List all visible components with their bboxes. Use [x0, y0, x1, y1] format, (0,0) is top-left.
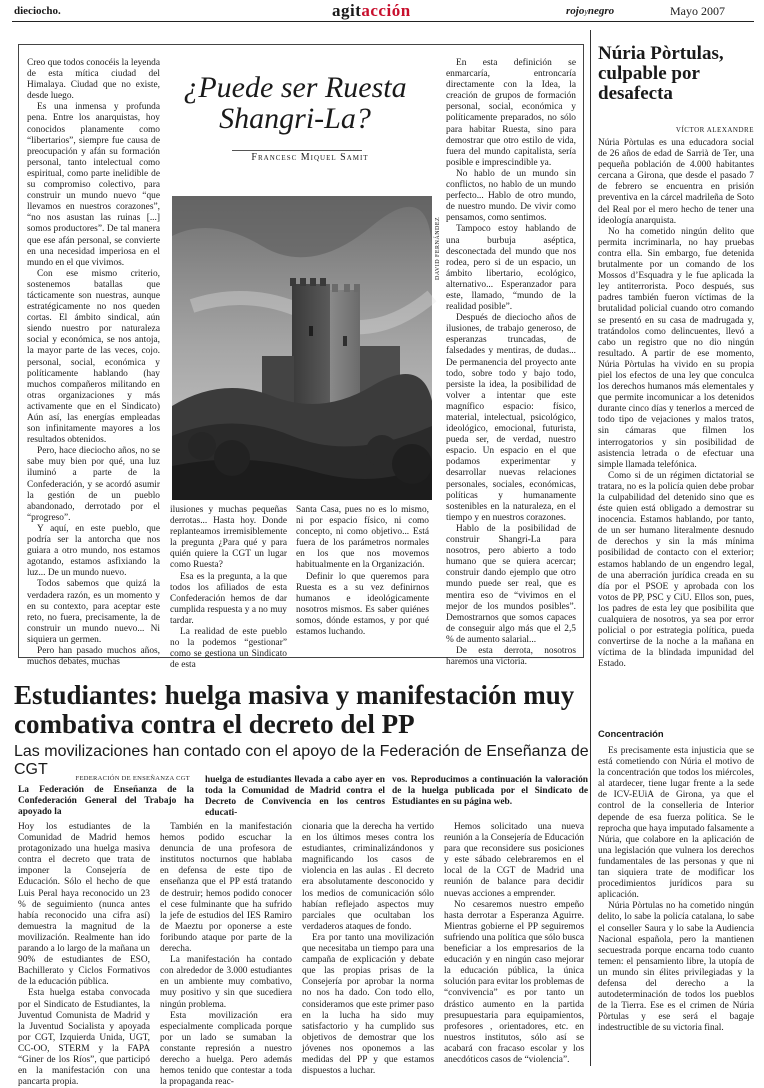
article1-col2: ilusiones y muchas pequeñas derrotas... Hasta hoy. Donde replanteamos irremisiblemente la pregunta ¿Para qué y para quién quiere la CGT un lugar como Ruesta? Esa es la pregunta, a la que todos los afiliados de esta Confederación hemos de dar cumplida respuesta y a no muy tardar. La realidad de este pueblo no la podemos “gestionar” como se gestiona un Sindicato de esta — [170, 505, 287, 671]
castle-photo — [172, 196, 432, 500]
article2-col2: También en la manifestación hemos podido escuchar la denuncia de una profesora de institutos nocturnos que hablaba en defensa de este tipo de enseñanza que el PP está tratando de destruir; hemos podido conocer el cese fulminante que ha sufrido la jefe de estudios del IES Ramiro de Maeztu por oponerse a este foribundo ataque por parte de la derecha. La manifestación ha contado con alrededor de 3.000 estudiantes en un ambiente muy combativo, muy positivo y sin que sucediera ningún problema. Esta movilización era especialmente complicada porque por un lado se sumaban la constante represión a nuestro derecho a huelga. Pero además hemos tenido que contestar a toda la propaganda reac- — [160, 822, 292, 1088]
article2-title: Estudiantes: huelga masiva y manifestación muy combativa contra el decreto del PP — [14, 680, 575, 739]
article2-col4: Hemos solicitado una nueva reunión a la Consejería de Educación para que reconsidere sus posiciones y este sábado celebraremos en el local de la CGT de Madrid una reunión de balance para decidir nuevas acciones a emprender. No cesaremos nuestro empeño hasta derrotar a Esperanza Aguirre. Mientras gobierne el PP seguiremos sufriendo una política que sólo busca beneficiar a los empresarios de la educación y en ningún caso mejorar la educación pública, la única solución para evitar los problemas de “convivencia” es por tanto un drástico aumento en la partida presupuestaria para equipamientos, profesores , orientadores, etc. en nuestros institutos, sólo así se acabará con fracaso escolar y los anecdóticos casos de “violencia”. — [444, 822, 584, 1065]
issue-date: Mayo 2007 — [670, 4, 725, 18]
article2-source: FEDERACIÓN DE ENSEÑANZA CGT — [75, 775, 190, 782]
photo-credit: DAVID FERNÁNDEZ — [435, 216, 441, 280]
sidebar-author: VÍCTOR ALEXANDRE — [675, 126, 754, 134]
sidebar-divider — [590, 30, 591, 1066]
article1-author: Francesc Miquel Samit — [251, 152, 369, 163]
article2-subtitle: Las movilizaciones han contado con el apoyo de la Federación de Enseñanza de CGT — [14, 743, 589, 778]
article2-lead-1: La Federación de Enseñanza de la Confederación General del Trabajo ha apoyado la — [18, 785, 194, 817]
article2-col1: Hoy los estudiantes de la Comunidad de Madrid hemos protagonizado una huelga masiva contra el decreto que trata de imponer la Consejería de Educación. Sólo el hecho de que Luis Peral haya reconocido un 23 % de seguimiento (nunca antes había reconocido una cifra así) demuestra la magnitud de la movilización. Realmente han ido parando a lo largo de la mañana un 90% de estudiantes de ESO, Bachillerato y Ciclos Formativos de la educación pública. Esta huelga estaba convocada por el Sindicato de Estudiantes, la Juventud Comunista de Madrid y la Juventud Socialista y apoyada por CGT, Izquierda Unida, UGT, CC-OO, STERM y la FAPA “Giner de los Ríos”, que participó en la manifestación con una pancarta propia. — [18, 822, 150, 1088]
article2-col3: cionaria que la derecha ha vertido en los últimos meses contra los estudiantes, criminalizándonos y magnificando los casos de violencia en las aulas . El decreto era absolutamente desconocido y los medios de comunicación sólo habían reflejado aspectos muy parciales que ocultaban los verdaderos ataques de fondo. Era por tanto una movilización que necesitaba un tiempo para una campaña de explicación y debate que las propias prisas de la Consejería por aprobar la norma no nos ha dado. Con todo ello, consideramos que este primer paso en la lucha ha sido muy satisfactorio y ha cumplido sus objetivos de demostrar que los jóvenes nos oponemos a las medidas del PP y que estamos dispuestos a luchar. — [302, 822, 434, 1077]
article1-col4: En esta definición se enmarcaría, entroncaría directamente con la Idea, la creación de grupos de formación personal, social, económica y políticamente preparados, no sólo para habitar Ruesta, sino para demostrar que otro estilo de vida, fuera del mundo capitalista, sería posible e imprescindible ya. No hablo de un mundo sin conflictos, no hablo de un mundo perfecto... Hablo de otro mundo, de nuestro mundo. De vivir como pensamos, como sentimos. Tampoco estoy hablando de una burbuja aséptica, desconectada del mundo que nos rodea, pero si de un espacio, un ámbito libertario, ecológico, alternativo... Esperanzador para este, llamado, “mundo de la realidad posible”. Después de dieciocho años de ilusiones, de trabajo generoso, de esperanzas truncadas, de falsedades y mentiras, de dudas... De permanencia del proyecto ante todo, sobre todo y bajo todo, persiste la idea, la posibilidad de volver a intentar que este magnífico espacio: físico, material, intelectual, psicológico, ideológico, emocional, futurista, pueda ser, de verdad, nuestro espacio. Un espacio en el que podamos experimentar y desarrollar nuevas relaciones personales, sociales, económicas, políticas y humanamente sostenibles en la naturaleza, en el tiempo y en nuestros corazones. Hablo de la posibilidad de construir Shangri-La para nosotros, pero abierto a todo humano que se quiera acercar; construir dando ejemplo que otro mundo puede ser real, que es mentira eso de “vivimos en el mejor de los mundos posibles”. Demostrarnos que somos capaces de conseguir algo más que el 2,5 % de aumento salarial... De esta derrota, nosotros haremos una victoria. — [446, 58, 576, 668]
article1-col3: Santa Casa, pues no es lo mismo, ni por espacio físico, ni como concepto, ni como objetivo... Está fuera de los parámetros normales en los que nos movemos habitualmente en la Organización. Definir lo que queremos para Ruesta es a su vez definirnos humanos e ideológicamente nosotros mismos. Es saber quiénes somos, dónde estamos, y por qué estamos luchando. — [296, 505, 429, 638]
article2-lead-3: vos. Reproducimos a continuación la valoración de la huelga publicada por el Sindicato de Estudiantes en su página web. — [392, 775, 588, 807]
byline-rule — [232, 150, 362, 151]
header-rule — [12, 21, 754, 22]
brand-logo: rojoynegro — [566, 5, 615, 17]
section-name: agitacción — [332, 1, 411, 20]
sidebar-body-2: Es precisamente esta injusticia que se está cometiendo con Núria el motivo de la concentración que todos los miércoles, al atardecer, tiene lugar frente a la sede de ICV-EUiA de Girona, ya que el control de la conselleria de Interior depende de esa fuerza política. Se le reprocha que haya imputado falsamente a Núria, que colabore en la aplicación de una legislación que vulnera los derechos fundamentales de las personas y que ni tan siquiera trate de modificar los procedimientos jurídicos para su aplicación. Núria Pòrtulas no ha cometido ningún delito, lo sabe la policía catalana, lo sabe el conseller Saura y lo sabe la Audiencia Nacional española, pero la mantienen secuestrada porque encarna todo cuanto temen: el pensamiento libre, la utopía de un mundo sin élites privilegiadas y la defensa del derecho a la autodeterminación de todos los pueblos de la Tierra. Ese es el crimen de Núria Pòrtulas y ese será el bagaje indestructible de su victoria final. — [598, 746, 754, 1034]
sidebar-subhead: Concentración — [598, 728, 664, 739]
article2-lead-2: huelga de estudiantes llevada a cabo ayer en toda la Comunidad de Madrid contra el Decreto de Convivencia en los centros educati- — [205, 775, 385, 818]
sidebar-title: Núria Pòrtulas, culpable por desafecta — [598, 43, 724, 104]
article1-col1: Creo que todos conocéis la leyenda de esta mítica ciudad del Himalaya. Ciudad que no existe, desde luego. Es una inmensa y profunda pena. Entre los anarquistas, hoy conocidos planamente como “libertarios”, siempre fue causa de preocupación y afán su formación personal, tanto intelectual como espiritual, como parte inelidible de su compromiso colectivo, para construir un mundo nuevo “que llevamos en nuestros corazones”, “no nos asustan las ruinas [...] somos productores”. De tal manera que ese afán personal, se convierte en una necesidad imperiosa en el mundo en el que vivimos. Con ese mismo criterio, sostenemos batallas que tácticamente son nuestras, aunque estratégicamente no nos queden cortas. El ámbito sindical, aún siendo nuestro por naturaleza social y económica, se nos antoja, la mayor parte de las veces, cojo. personal, social, económica y políticamente hablando (hay muchos compañeros militando en otras organizaciones y más activamente que en el Sindicato) Aún así, las energías empleadas son infinitamente mayores a los resultados obtenidos. Pero, hace dieciocho años, no se sabe muy bien por qué, una luz iluminó a parte de la Confederación, y se acordó asumir la gestión de un pueblo abandonado, derrotado por el “progreso”. Y aquí, en este pueblo, que podría ser la antorcha que nos guiara a otro mundo, nos estamos agotando, estamos asfixiando la luz... De un mundo nuevo. Todos sabemos que quizá la verdadera razón, es un momento y en su contexto, para aceptar este reto, no fuera, precisamente, la de construir un mundo nuevo... Ni siquiera un germen. Pero han pasado muchos años, muchos debates, muchas — [27, 58, 160, 668]
article1-title: ¿Puede ser Ruesta Shangri-La? — [183, 71, 407, 135]
castle-photo-illustration — [172, 196, 432, 500]
page-number: dieciocho. — [14, 5, 61, 17]
sidebar-body: Núria Pòrtulas es una educadora social de 26 años de edad de Sarrià de Ter, una pequeña población de 4.000 habitantes cercana a Girona, que desde el pasado 7 de febrero se encuentra en prisión preventiva en la cárcel madrileña de Soto del Real por el mero hecho de tener una ideología anarquista. No ha cometido ningún delito que permita incriminarla, no hay pruebas contra ella. Sin embargo, fue detenida brutalmente por un comando de los Mossos d’Esquadra y le fue aplicada la ley antiterrorista. Poco después, sus padres también fueron víctimas de la brutalidad policial cuando otro comando se presentó en su casa de madrugada y, tratándolos como delincuentes, llevó a cabo un registro que no dio ningún resultado. A partir de ese momento, Núria Pòrtulas ha vivido en su propia piel los efectos de una ley que conculca los derechos humanos más elementales y que permite incomunicar a los detenidos durante cinco días y tenerlos a merced de todo tipo de vejaciones y malos tratos, sin cámaras que filmen los interrogatorios y sin posibilidad de asistencia letrada o de efectuar una simple llamada telefónica. Como si de un régimen dictatorial se tratara, no es la policía quien debe probar la culpabilidad del detenido sino que es éste quien está obligado a demostrar su inocencia. Estamos hablando, por tanto, de un ser humano literalmente desnudo de derechos y sin la más mínima posibilidad de contacto con el exterior; estamos hablando de un engendro legal, de una aberración jurídica creada en su día por el PSOE y aprobada con los votos de PP, PSC y CiU. Ellos son, pues, los padres de esta ley que posibilita que cualquiera de nosotros, ya sea por error policial o por estrategia política, pueda convertirse de la noche a la mañana en víctima de la blindada impunidad del Estado. — [598, 138, 754, 670]
page-header — [0, 0, 764, 22]
